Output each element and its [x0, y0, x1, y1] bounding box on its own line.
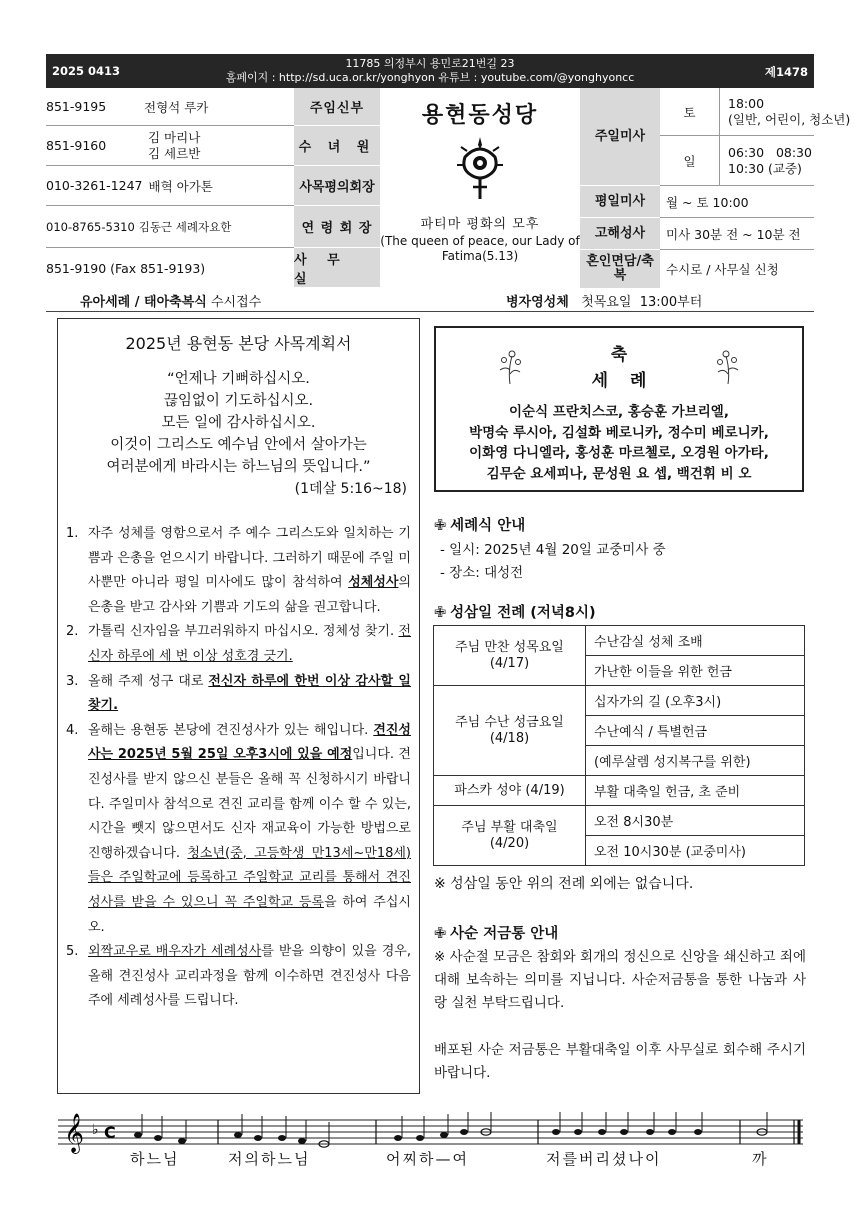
verse-line: 여러분에게 바라시는 하느님의 뜻입니다.” [106, 459, 371, 475]
svg-text:C: C [104, 1123, 116, 1142]
church-patron: 파티마 평화의 모후 [420, 217, 540, 232]
plan-text: 을 하여 주십시오. [88, 894, 411, 935]
contact-role: 수 녀 원 [294, 126, 380, 166]
church-patron-en: (The queen of peace, our Lady of Fatima(5.13) [380, 234, 580, 263]
verse-line: 모든 일에 감사하십시오. [161, 415, 316, 431]
plan-item [66, 620, 411, 669]
triduum-day: 주님 만찬 성목요일 (4/17) [434, 626, 586, 686]
lyric-fragment: 저의하느님 [228, 1150, 311, 1168]
church-name: 용현동성당 [421, 103, 539, 128]
plan-emphasis: 전신자 하루에 세 번 이상 성호경 긋기. [88, 624, 411, 664]
sunday-time-2: 10:30 (교중) [728, 160, 802, 176]
issue-date: 2025 0413 [52, 64, 121, 78]
pastoral-plan-box [57, 318, 420, 1094]
contact-phone: 851-9195 [46, 99, 107, 114]
names-line: 박명숙 루시아, 김설화 베로니카, 정수미 베로니카, [469, 424, 769, 441]
contact-phone: 851-9160 [46, 138, 107, 153]
contact-role: 사 무 실 [294, 248, 380, 288]
contact-row [46, 126, 294, 166]
names-line: 이순식 프란치스코, 홍승훈 가브리엘, [509, 404, 729, 420]
congrats-heading: 축 [610, 345, 628, 365]
contact-name: 전형석 루카 [144, 99, 209, 115]
confession-label: 고해성사 [580, 218, 660, 250]
plan-item-number: 5. [66, 944, 79, 960]
contact-name: 김동근 세례자요한 [138, 219, 232, 234]
sunday-time-1: 06:30 08:30 [728, 144, 812, 160]
contact-phone: 851-9190 (Fax 851-9193) [46, 260, 206, 276]
triduum-event: 십자가의 길 (오후3시) [586, 686, 805, 716]
marriage-value: 수시로 / 사무실 신청 [666, 262, 779, 277]
svg-text:♭: ♭ [92, 1122, 99, 1138]
triduum-day: 주님 수난 성금요일 (4/18) [434, 686, 586, 776]
marriage-label: 혼인면담/축복 [580, 250, 660, 288]
triduum-event: 수난예식 / 특별헌금 [586, 716, 805, 746]
header-bar [46, 54, 814, 88]
names-line: 김무순 요세피나, 문성원 요 셉, 백건휘 비 오 [486, 465, 752, 482]
church-web-links[interactable]: 홈페이지 : http://sd.uca.or.kr/yonghyon 유튜브 : youtube.com/@yonghyoncc [225, 71, 635, 84]
issue-number: 제1478 [764, 65, 808, 79]
table-row [434, 776, 805, 806]
contact-phone: 010-3261-1247 [46, 178, 143, 193]
newly-baptized-list [436, 402, 802, 484]
cross-icon: ✙ [434, 605, 447, 621]
saturday-note: (일반, 어린이, 청소년) [728, 111, 851, 127]
contact-phone: 010-8765-5310 [46, 219, 135, 234]
baptism-section-title [434, 514, 525, 535]
baptism-details [440, 539, 812, 585]
plan-item-number: 4. [66, 722, 79, 738]
plan-item-number: 1. [66, 526, 79, 541]
table-row [434, 806, 805, 836]
contact-row [46, 248, 294, 288]
plan-item [66, 719, 411, 940]
infant-baptism-notice [80, 291, 261, 310]
sunday-mass-times [720, 136, 814, 186]
plan-item [66, 940, 411, 1014]
triduum-note: ※ 성삼일 동안 위의 전례 외에는 없습니다. [434, 876, 694, 892]
verse-line: “언제나 기뻐하십시오. [167, 371, 310, 387]
plan-text: 가톨릭 신자임을 부끄러워하지 마십시오. 정체성 찾기. [88, 624, 399, 640]
plan-item [66, 670, 411, 719]
contact-role: 주임신부 [294, 88, 380, 126]
sick-communion-notice [506, 291, 702, 310]
triduum-day: 파스카 성야 (4/19) [434, 776, 586, 806]
contact-row [46, 206, 294, 248]
plan-emphasis: 전신자 하루에 한번 이상 감사할 일 찾기. [88, 673, 411, 714]
plan-emphasis: 외짝교우로 배우자가 세례성사 [88, 944, 262, 960]
triduum-event: 수난감실 성체 조배 [586, 626, 805, 656]
plan-text: 자주 성체를 영함으로서 주 예수 그리스도와 일치하는 기쁨과 은총을 얻으시기 바랍니다. 그러하기 때문에 주일 미사뿐만 아니라 평일 미사에도 많이 참석하여 [88, 526, 411, 591]
contact-row [46, 88, 294, 126]
confession-value: 미사 30분 전 ~ 10분 전 [660, 218, 814, 250]
plan-item-number: 2. [66, 624, 79, 640]
triduum-event: 오전 10시30분 (교중미사) [586, 836, 805, 866]
plan-emphasis: 성체성사 [348, 575, 399, 591]
triduum-title-text: 성삼일 전례 (저녁8시) [450, 605, 596, 621]
triduum-event: 가난한 이들을 위한 헌금 [586, 656, 805, 686]
plan-text: 올해는 용현동 본당에 견진성사가 있는 해입니다. [88, 722, 374, 738]
lyric-fragment: 하느님 [130, 1150, 180, 1168]
contact-name: 김 마리나 김 세르반 [148, 129, 201, 161]
triduum-event: 부활 대축일 헌금, 초 준비 [586, 776, 805, 806]
scripture-verse [58, 368, 419, 478]
lyric-fragment: 어찌하—여 [386, 1150, 469, 1168]
contact-role: 연 령 회 장 [294, 206, 380, 248]
triduum-event: 오전 8시30분 [586, 806, 805, 836]
names-line: 이화영 다니엘라, 홍성훈 마르첼로, 오경원 아가타, [469, 445, 769, 461]
verse-citation: (1데살 5:16~18) [294, 481, 407, 497]
table-row [434, 686, 805, 716]
saturday-mass-times [720, 88, 851, 136]
weekday-mass-label: 평일미사 [580, 186, 660, 218]
baptism-date: - 일시: 2025년 4월 20일 교중미사 중 [440, 542, 666, 558]
lent-section-title [434, 922, 558, 943]
infant-baptism-value: 수시접수 [206, 295, 262, 310]
lent-paragraph-2: 배포된 사순 저금통은 부활대축일 이후 사무실로 회수해 주시기 바랍니다. [434, 1042, 806, 1081]
triduum-event: (예루살렘 성지복구를 위한) [586, 746, 805, 776]
infant-baptism-label: 유아세례 / 태아축복식 [80, 295, 207, 310]
triduum-section-title [434, 601, 596, 622]
lent-title-text: 사순 저금통 안내 [450, 926, 559, 942]
sunday-label: 일 [660, 136, 720, 186]
plan-text: 의 은총을 받고 감사와 기쁨과 기도의 삶을 권고합니다. [88, 575, 411, 615]
weekday-mass-value: 월 ~ 토 10:00 [660, 186, 814, 218]
baptism-congrats-box [434, 326, 804, 492]
plan-item-number: 3. [66, 673, 79, 689]
plan-text: 입니다. 견진성사를 받지 않으신 분들은 올해 꼭 신청하시기 바랍니다. 주일미사 참석으로 견진 교리를 함께 이수 할 수 있는, 시간을 뺏지 않으면서도 신자 재교육이 가능한 방법으로 진행하겠습니다. [88, 747, 411, 861]
contact-name: 배혁 아가톤 [148, 178, 213, 194]
cross-icon: ✙ [434, 518, 447, 534]
plan-item [66, 522, 411, 620]
plan-text: 올해 주제 성구 대로 [88, 673, 209, 689]
lyric-fragment: 저를버리셨나이 [546, 1150, 662, 1168]
baptism-title-text: 세례식 안내 [450, 518, 526, 534]
plan-emphasis: 청소년(중, 고등학생 만13세~만18세)들은 주일학교에 등록하고 주일학교 교리를 통해서 견진성사를 받을 수 있으니 꼭 주일학교 등록 [88, 845, 411, 910]
verse-line: 이것이 그리스도 예수님 안에서 살아가는 [110, 437, 367, 453]
contact-row [46, 166, 294, 206]
lent-paragraph-1: ※ 사순절 모금은 참회와 회개의 정신으로 신앙을 쇄신하고 죄에 대해 보속하는 의미를 지닙니다. 사순저금통을 통한 나눔과 사랑 실천 부탁드립니다. [434, 949, 806, 1011]
saturday-time: 18:00 [728, 95, 765, 111]
header-address-block [46, 57, 814, 85]
baptism-place: - 장소: 대성전 [440, 565, 524, 581]
contact-role: 사목평의회장 [294, 166, 380, 206]
info-grid [46, 88, 851, 288]
pastoral-plan-title: 2025년 용현동 본당 사목계획서 [125, 334, 352, 353]
church-block [380, 88, 580, 288]
table-row [434, 626, 805, 656]
congrats-subheading: 세례 [591, 371, 669, 391]
lyric-fragment: 까 [752, 1150, 769, 1168]
sacrament-strip [46, 288, 814, 312]
church-address: 11785 의정부시 용민로21번길 23 [345, 57, 515, 70]
sick-communion-value: 첫목요일 13:00부터 [568, 295, 703, 310]
triduum-table [433, 625, 805, 866]
sick-communion-label: 병자영성체 [506, 295, 569, 310]
cross-icon: ✙ [434, 926, 447, 942]
saturday-label: 토 [660, 88, 720, 136]
verse-line: 끊임없이 기도하십시오. [163, 393, 314, 409]
church-emblem-icon [455, 135, 505, 201]
plan-list [58, 522, 419, 1014]
sunday-mass-label: 주일미사 [580, 88, 660, 186]
plan-emphasis: 견진성사는 2025년 5월 25일 오후3시에 있을 예정 [88, 722, 411, 763]
plan-text: 를 받을 의향이 있을 경우, 올해 견진성사 교리과정을 함께 이수하면 견진성사 다음주에 세례성사를 드립니다. [88, 944, 411, 1009]
triduum-day: 주님 부활 대축일 (4/20) [434, 806, 586, 866]
treble-clef-icon: 𝄞 [64, 1113, 85, 1153]
